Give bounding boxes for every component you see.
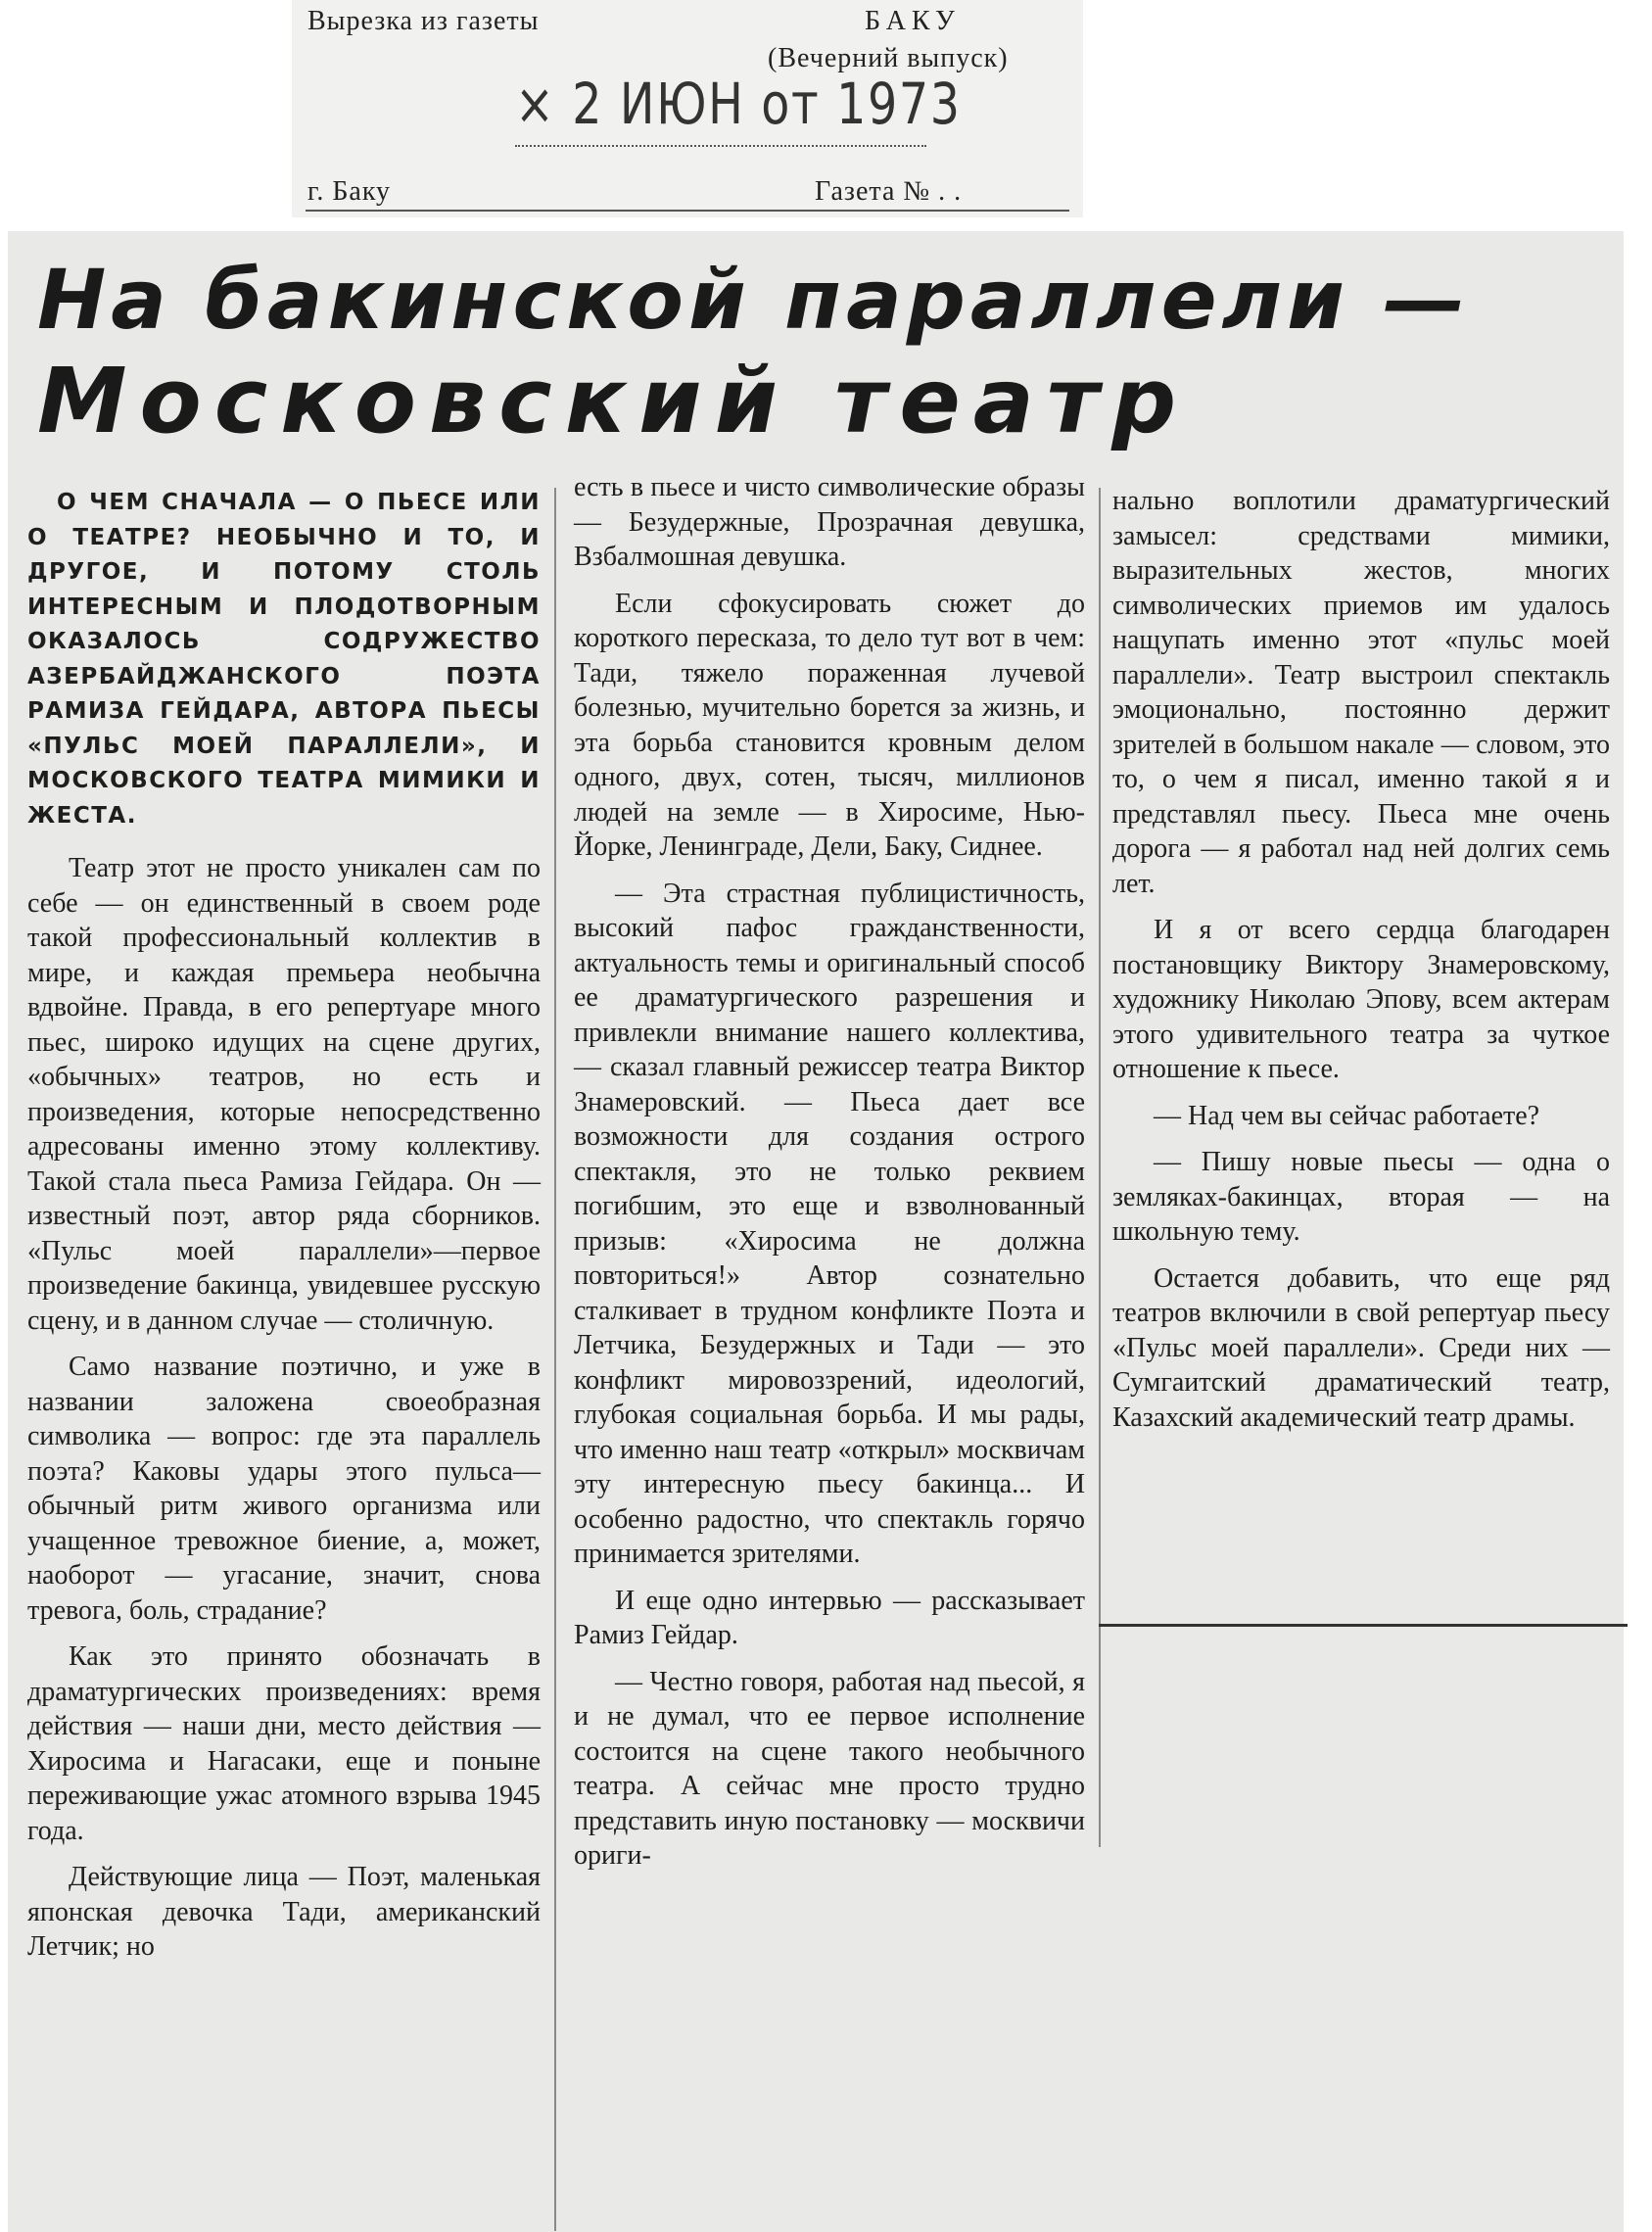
article-column-3 xyxy=(1112,484,1610,1447)
paragraph: Действующие лица — Поэт, маленькая японская девочка Тади, американский Летчик; но xyxy=(27,1862,541,1962)
paragraph: — Пишу новые пьесы — одна о земляках-бакинцах, вторая — на школьную тему. xyxy=(1112,1147,1610,1247)
newspaper-clipping xyxy=(8,231,1624,2232)
paragraph: — Эта страстная публицистичность, высокий пафос гражданственности, актуальность темы и оригинальный способ ее драматургического разрешения и привлекли внимание нашего коллектива, — сказал главный режиссер театра Виктор Знамеровский. — Пьеса дает все возможности для создания острого спектакля, это не только реквием погибшим, это еще и взволнованный призыв: «Хиросима не должна повториться!» Автор сознательно сталкивает в трудном конфликте Поэта и Летчика, Безудержных и Тади — это конфликт мировоззрений, идеологий, глубокая социальная борьба. И мы рады, что именно наш театр «открыл» москвичам эту интересную пьесу бакинца... И особенно радостно, что спектакль горячо принимается зрителями. xyxy=(574,878,1085,1569)
clipping-stamp xyxy=(292,0,1083,217)
paragraph: Если сфокусировать сюжет до короткого пересказа, то дело тут вот в чем: Тади, тяжело пораженная лучевой болезнью, мучительно борется за жизнь, и эта борьба становится кровным делом одного, двух, сотен, тысяч, миллионов людей на земле — в Хиросиме, Нью-Йорке, Ленинграде, Дели, Баку, Сиднее. xyxy=(574,588,1085,862)
headline-line-1: На бакинской параллели — xyxy=(37,252,1471,348)
article-column-2 xyxy=(574,470,1085,1885)
article-end-rule xyxy=(1099,1624,1628,1627)
paragraph: есть в пьесе и чисто символические образы — Безудержные, Прозрачная девушка, Взбалмошная девушка. xyxy=(574,472,1085,572)
headline xyxy=(37,249,1565,452)
stamp-city: г. Баку xyxy=(307,176,392,207)
stamp-edition: (Вечерний выпуск) xyxy=(768,43,1009,73)
paragraph: нально воплотили драматургический замысел: средствами мимики, выразительных жестов, многих символических приемов им удалось нащупать именно этот «пульс моей параллели». Театр выстроил спектакль эмоционально, постоянно держит зрителей в большом накале — словом, это то, о чем я писал, именно такой я и представлял пьесу. Пьеса мне очень дорога — я работал над ней долгих семь лет. xyxy=(1112,486,1610,899)
column-rule-1 xyxy=(554,488,556,2231)
paragraph: Само название поэтично, и уже в названии заложена своеобразная символика — вопрос: где эта параллель поэта? Каковы удары этого пульса—обычный ритм живого организма или учащенное тревожное биение, а, может, наоборот — угасание, значит, снова тревога, боль, страдание? xyxy=(27,1352,541,1626)
paragraph: — Над чем вы сейчас работаете? xyxy=(1154,1100,1540,1131)
article-column-1 xyxy=(27,486,541,1976)
stamp-date-line xyxy=(515,145,926,147)
stamp-city-upper: БАКУ xyxy=(865,6,961,36)
paragraph: И еще одно интервью — рассказывает Рамиз Гейдар. xyxy=(574,1585,1085,1650)
headline-line-2: Московский театр xyxy=(37,349,1190,453)
stamp-bottom-rule xyxy=(306,210,1069,212)
stamp-paper-number: Газета № . . xyxy=(815,176,963,207)
article-lead: О ЧЕМ СНАЧАЛА — О ПЬЕСЕ ИЛИ О ТЕАТРЕ? НЕОБЫЧНО И ТО, И ДРУГОЕ, И ПОТОМУ СТОЛЬ ИНТЕРЕСНЫМ И ПЛОДОТВОРНЫМ ОКАЗАЛОСЬ СОДРУЖЕСТВО АЗЕРБАЙДЖАНСКОГО ПОЭТА РАМИЗА ГЕЙДАРА, АВТОРА ПЬЕСЫ «ПУЛЬС МОЕЙ ПАРАЛЛЕЛИ», И МОСКОВСКОГО ТЕАТРА МИМИКИ И ЖЕСТА. xyxy=(27,490,541,829)
paragraph: Как это принято обозначать в драматургических произведениях: время действия — наши дни, место действия — Хиросима и Нагасаки, еще и поныне переживающие ужас атомного взрыва 1945 года. xyxy=(27,1641,541,1846)
paragraph: Театр этот не просто уникален сам по себе — он единственный в своем роде такой профессиональный коллектив в мире, и каждая премьера необычна вдвойне. Правда, в его репертуаре много пьес, широко идущих на сцене других, «обычных» театров, но есть и произведения, которые непосредственно адресованы именно этому коллективу. Такой стала пьеса Рамиза Гейдара. Он — известный поэт, автор ряда сборников. «Пульс моей параллели»—первое произведение бакинца, увидевшее русскую сцену, и в данном случае — столичную. xyxy=(27,853,541,1336)
stamp-date: × 2 ИЮН от 1973 xyxy=(515,71,962,137)
paragraph: И я от всего сердца благодарен постановщику Виктору Знамеровскому, художнику Николаю Эпову, всем актерам этого удивительного театра за чуткое отношение к пьесе. xyxy=(1112,915,1610,1084)
stamp-clipping-label: Вырезка из газеты xyxy=(307,6,540,36)
column-rule-2 xyxy=(1099,488,1101,1847)
paragraph: — Честно говоря, работая над пьесой, я и не думал, что ее первое исполнение состоится на сцене такого необычного театра. А сейчас мне просто трудно представить иную постановку — москвичи ориги- xyxy=(574,1666,1085,1871)
paragraph: Остается добавить, что еще ряд театров включили в свой репертуар пьесу «Пульс моей параллели». Среди них — Сумгаитский драматический театр, Казахский академический театр драмы. xyxy=(1112,1262,1610,1433)
